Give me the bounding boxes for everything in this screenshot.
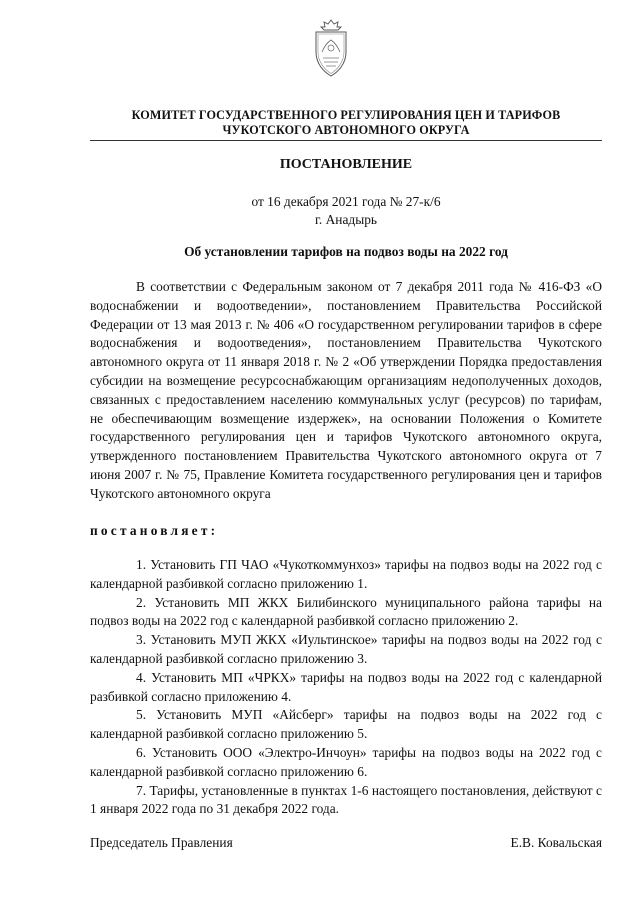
- resolution-items: [90, 556, 602, 819]
- organization-header: [90, 108, 602, 138]
- signatory-position: Председатель Правления: [90, 835, 233, 850]
- resolves-keyword: постановляет:: [90, 523, 219, 538]
- document-title: ПОСТАНОВЛЕНИЕ: [279, 157, 413, 172]
- resolution-item: 7. Тарифы, установленные в пунктах 1-6 настоящего постановления, действуют с 1 января 2022 года по 31 декабря 2022 года.: [90, 782, 602, 817]
- resolution-item: 4. Установить МП «ЧРКХ» тарифы на подвоз воды на 2022 год с календарной разбивкой согласно приложению 4.: [90, 669, 602, 704]
- resolution-item: 6. Установить ООО «Электро-Инчоун» тарифы на подвоз воды на 2022 год с календарной разбивкой согласно приложению 6.: [90, 744, 602, 779]
- document-meta: [90, 193, 602, 229]
- resolution-item: 1. Установить ГП ЧАО «Чукоткоммунхоз» тарифы на подвоз воды на 2022 год с календарной разбивкой согласно приложению 1.: [90, 557, 602, 591]
- preamble-paragraph: В соответствии с Федеральным законом от 7 декабря 2011 года № 416-ФЗ «О водоснабжении и водоотведении», постановлением Правительства Российской Федерации от 13 мая 2013 г. № 406 «О государственном регулировании тарифов в сфере водоснабжения и водоотведения», постановлением Правительства Чукотского автономного округа от 11 января 2018 г. № 2 «Об утверждении Порядка предоставления субсидии на возмещение ресурсоснабжающим организациям недополученных доходов, связанных с предоставлением населению коммунальных услуг (ресурсов) по тарифам, не обеспечивающим возмещение издержек», на основании Положения о Комитете государственного регулирования цен и тарифов Чукотского автономного округа, утвержденного постановлением Правительства Чукотского автономного округа от 7 июня 2007 г. № 75, Правление Комитета государственного регулирования цен и тарифов Чукотского автономного округа: [90, 279, 602, 501]
- organization-name-line1: КОМИТЕТ ГОСУДАРСТВЕННОГО РЕГУЛИРОВАНИЯ ЦЕН И ТАРИФОВ: [131, 108, 561, 122]
- document-date-number: от 16 декабря 2021 года № 27-к/6: [251, 194, 441, 209]
- coat-of-arms-icon: [308, 18, 354, 80]
- signatory-name: Е.В. Ковальская: [510, 835, 602, 850]
- resolution-item: 2. Установить МП ЖКХ Билибинского муниципального района тарифы на подвоз воды на 2022 год с календарной разбивкой согласно приложению 2.: [90, 594, 602, 629]
- header-divider: [90, 140, 602, 141]
- organization-name-line2: ЧУКОТСКОГО АВТОНОМНОГО ОКРУГА: [222, 123, 470, 137]
- document-place: г. Анадырь: [314, 212, 378, 227]
- resolution-item: 5. Установить МУП «Айсберг» тарифы на подвоз воды на 2022 год с календарной разбивкой согласно приложению 5.: [90, 707, 602, 742]
- resolution-item: 3. Установить МУП ЖКХ «Иультинское» тарифы на подвоз воды на 2022 год с календарной разбивкой согласно приложению 3.: [90, 632, 602, 666]
- document-subject: Об установлении тарифов на подвоз воды на 2022 год: [184, 244, 508, 259]
